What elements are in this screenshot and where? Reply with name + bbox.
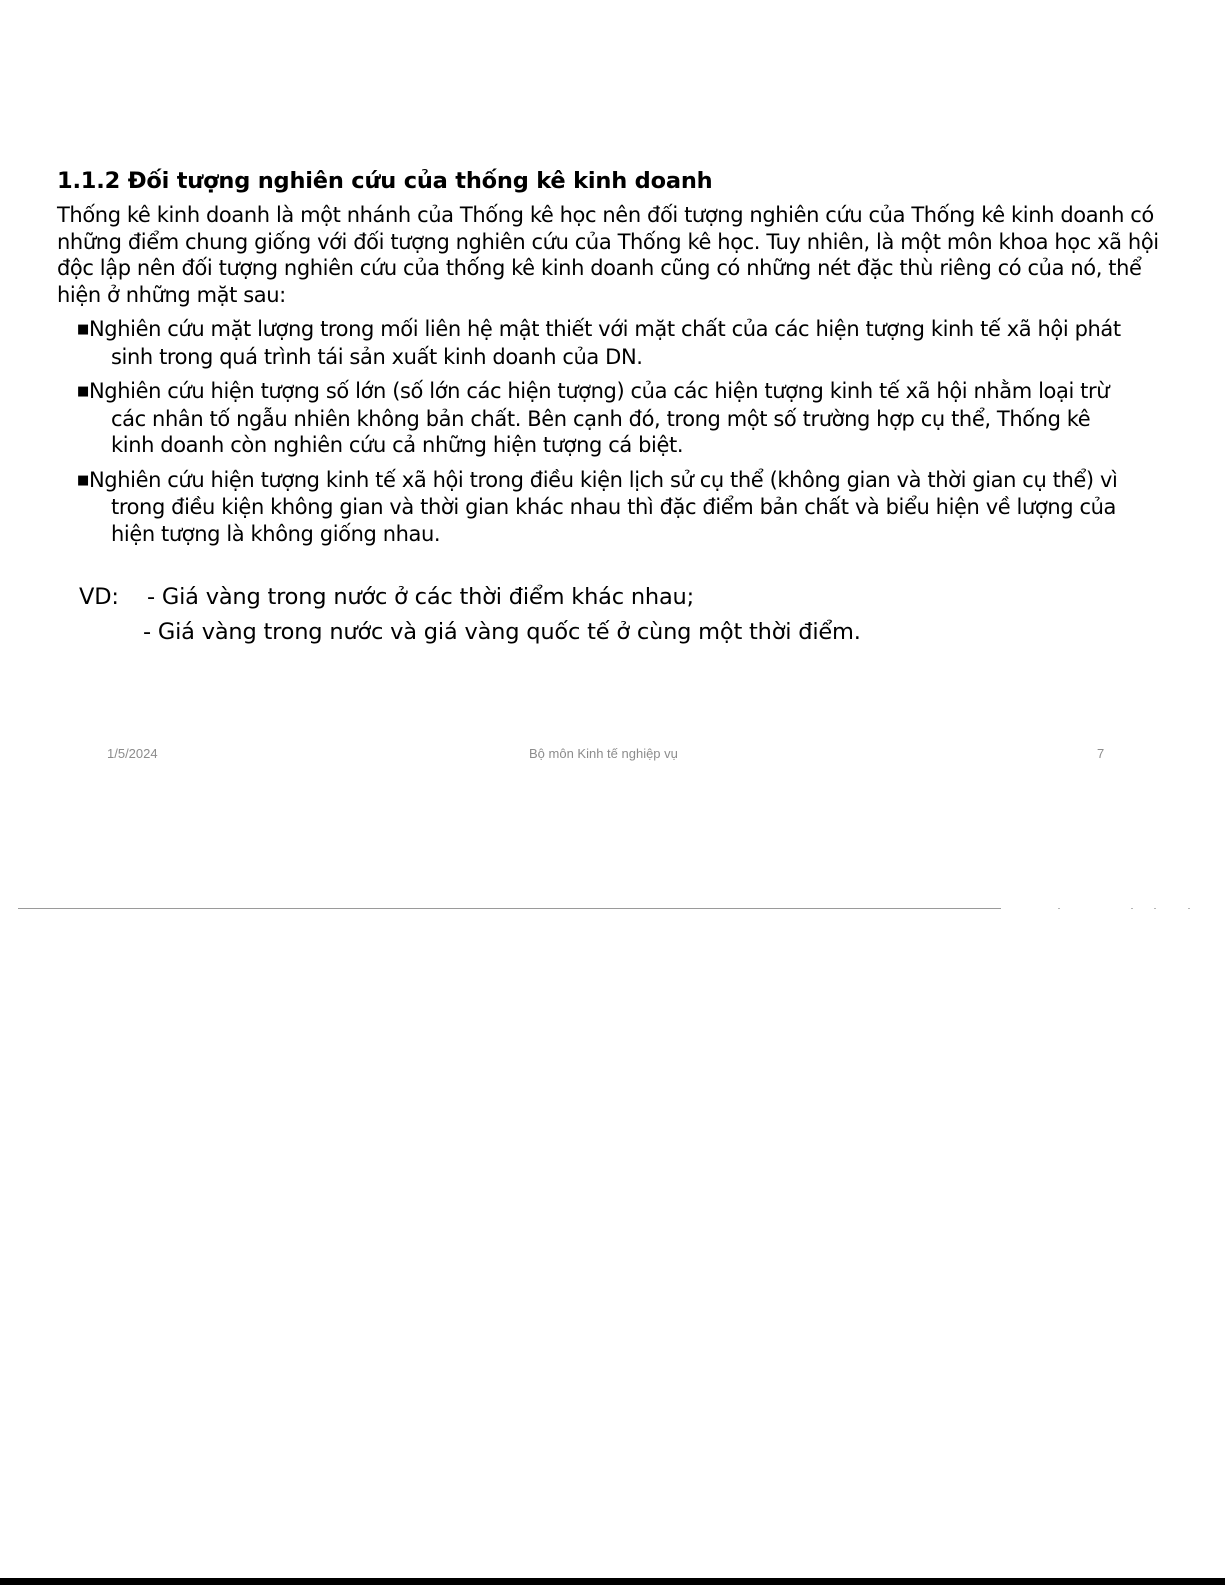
footer-page-number: 7	[1097, 746, 1105, 761]
bullet-list	[77, 316, 1137, 555]
example-item: - Giá vàng trong nước và giá vàng quốc tế ở cùng một thời điểm.	[143, 619, 861, 645]
example-label: VD:	[79, 584, 119, 610]
square-bullet-icon: ■	[77, 322, 89, 337]
square-bullet-icon: ■	[77, 384, 89, 399]
footer-date: 1/5/2024	[107, 746, 158, 761]
bullet-text: Nghiên cứu hiện tượng số lớn (số lớn các hiện tượng) của các hiện tượng kinh tế xã hội nhằm loại trừ các nhân tố ngẫu nhiên không bản chất. Bên cạnh đó, trong một số trường hợp cụ thể, Thống kê kinh doanh còn nghiên cứu cả những hiện tượng cá biệt.	[89, 379, 1110, 457]
speck	[1154, 908, 1156, 909]
intro-paragraph: Thống kê kinh doanh là một nhánh của Thống kê học nên đối tượng nghiên cứu của Thống kê kinh doanh có những điểm chung giống với đối tượng nghiên cứu của Thống kê học. Tuy nhiên, là một môn khoa học xã hội độc lập nên đối tượng nghiên cứu của thống kê kinh doanh cũng có những nét đặc thù riêng có của nó, thể hiện ở những mặt sau:	[57, 203, 1159, 307]
footer-department: Bộ môn Kinh tế nghiệp vụ	[529, 746, 678, 761]
speck	[1131, 908, 1133, 909]
list-item	[77, 467, 1137, 548]
bullet-text: Nghiên cứu hiện tượng kinh tế xã hội trong điều kiện lịch sử cụ thể (không gian và thời gian cụ thể) vì trong điều kiện không gian và thời gian khác nhau thì đặc điểm bản chất và biểu hiện về lượng của hiện tượng là không giống nhau.	[89, 467, 1118, 546]
example-item: - Giá vàng trong nước ở các thời điểm khác nhau;	[147, 584, 694, 610]
speck	[1058, 908, 1060, 909]
bullet-text: Nghiên cứu mặt lượng trong mối liên hệ mật thiết với mặt chất của các hiện tượng kinh tế xã hội phát sinh trong quá trình tái sản xuất kinh doanh của DN.	[89, 317, 1121, 369]
bottom-border	[0, 1578, 1225, 1585]
divider-specks	[1050, 908, 1200, 910]
list-item	[77, 378, 1137, 459]
section-heading: 1.1.2 Đối tượng nghiên cứu của thống kê kinh doanh	[57, 168, 713, 194]
speck	[1188, 908, 1190, 909]
list-item	[77, 316, 1137, 370]
page-divider	[18, 908, 1001, 909]
square-bullet-icon: ■	[77, 472, 89, 488]
